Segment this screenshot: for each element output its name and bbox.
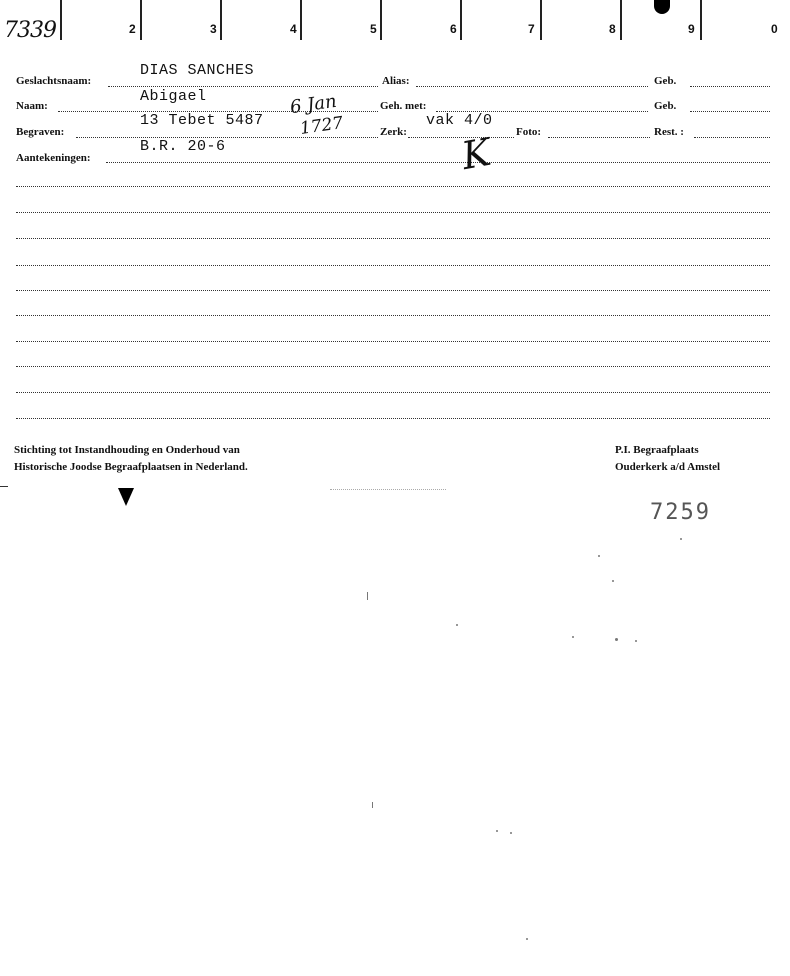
alias-label: Alias: (382, 75, 410, 87)
scan-speck (526, 938, 528, 940)
scan-speck (367, 592, 368, 600)
ruler-number: 0 (771, 22, 778, 36)
ruler-tick (60, 0, 62, 40)
footer-left (14, 442, 248, 476)
married-to-label: Geh. met: (380, 100, 427, 112)
restoration-dots (694, 137, 770, 138)
restoration-label: Rest. : (654, 126, 684, 138)
surname-label: Geslachtsnaam: (16, 75, 92, 87)
note-line (16, 366, 770, 367)
cemetery-line-1: P.I. Begraafplaats (615, 444, 699, 456)
scan-speck (372, 802, 373, 808)
note-line (16, 341, 770, 342)
notes-dots (106, 162, 770, 163)
notes-label: Aantekeningen: (16, 152, 91, 164)
ruler-number: 8 (609, 22, 616, 36)
punch-marker (654, 0, 670, 14)
surname-dots (108, 86, 378, 87)
scan-speck (598, 555, 600, 557)
stamp-number: 7259 (650, 500, 711, 525)
buried-dots (76, 137, 378, 138)
geb-dots-2 (690, 111, 770, 112)
buried-label: Begraven: (16, 126, 65, 138)
register-value: B.R. 20-6 (140, 138, 226, 155)
first-name-label: Naam: (16, 100, 48, 112)
ruler-number: 6 (450, 22, 457, 36)
grave-label: Zerk: (380, 126, 407, 138)
note-line (16, 315, 770, 316)
note-line (16, 265, 770, 266)
note-line (16, 212, 770, 213)
ruler-row (0, 0, 790, 42)
handwritten-date: 6 Jan (288, 90, 338, 119)
geb-label-2: Geb. (654, 100, 677, 112)
ruler-tick (460, 0, 462, 40)
ruler-number: 3 (210, 22, 217, 36)
card-edge (0, 486, 8, 487)
first-name-value: Abigael (140, 88, 207, 105)
scan-speck (572, 636, 574, 638)
ruler-tick (620, 0, 622, 40)
note-line (16, 418, 770, 419)
ruler-tick (300, 0, 302, 40)
scan-speck (612, 580, 614, 582)
scan-speck (635, 640, 637, 642)
ruler-tick (220, 0, 222, 40)
ruler-tick (380, 0, 382, 40)
ruler-number: 4 (290, 22, 297, 36)
foundation-line-1: Stichting tot Instandhouding en Onderhoud van (14, 444, 240, 456)
photo-dots (548, 137, 650, 138)
scan-speck (615, 638, 618, 641)
handwritten-year: 1727 (298, 113, 345, 139)
scan-speck (510, 832, 512, 834)
foundation-line-2: Historische Joodse Begraafplaatsen in Nederland. (14, 461, 248, 473)
ruler-tick (140, 0, 142, 40)
surname-value: DIAS SANCHES (140, 62, 255, 79)
section-value: vak 4/0 (426, 112, 493, 129)
ruler-tick (700, 0, 702, 40)
footer-right (615, 442, 720, 476)
geb-dots-1 (690, 86, 770, 87)
scan-smudge (330, 489, 446, 490)
cemetery-line-2: Ouderkerk a/d Amstel (615, 461, 721, 473)
handwritten-mark: K (458, 129, 494, 179)
scan-speck (456, 624, 458, 626)
note-line (16, 290, 770, 291)
ruler-number: 7 (528, 22, 535, 36)
down-arrow-icon (118, 488, 134, 506)
ruler-number: 5 (370, 22, 377, 36)
geb-label-1: Geb. (654, 75, 677, 87)
note-line (16, 186, 770, 187)
note-line (16, 238, 770, 239)
ruler-number: 2 (129, 22, 136, 36)
index-card (0, 0, 790, 487)
alias-dots (416, 86, 648, 87)
note-line (16, 392, 770, 393)
card-number: 7339 (4, 18, 56, 43)
photo-label: Foto: (516, 126, 542, 138)
scan-speck (680, 538, 682, 540)
ruler-tick (540, 0, 542, 40)
burial-date-value: 13 Tebet 5487 (140, 112, 264, 129)
ruler-number: 9 (688, 22, 695, 36)
scan-speck (496, 830, 498, 832)
